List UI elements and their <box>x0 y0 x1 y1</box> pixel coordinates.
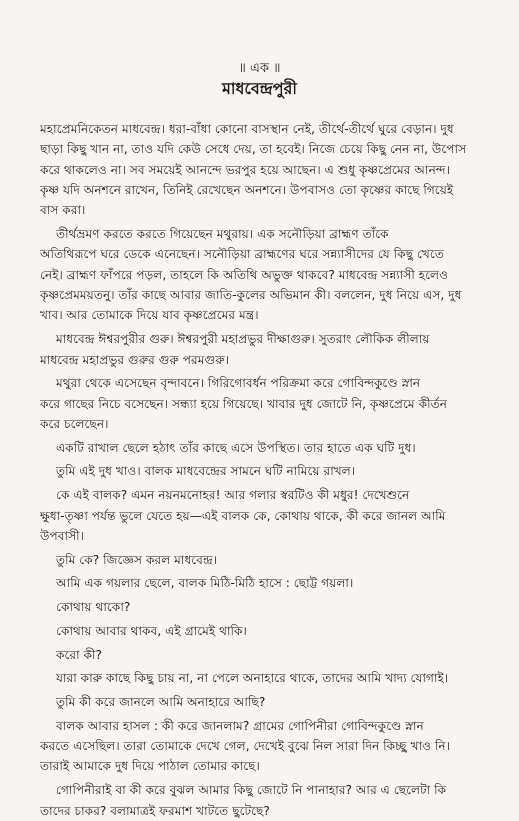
paragraph <box>40 573 480 593</box>
text-line: ক্ষুধা-তৃষ্ণা পর্যন্ত ভুলে যেতে হয়—এই বালক কে, কোথায় থাকে, কী করে জানল আমি <box>40 508 446 523</box>
paragraph <box>40 780 480 821</box>
text-line: বালক আবার হাসল : কী করে জানলাম? গ্রামের গোপিনীরা গোবিন্দকুণ্ডে স্নান <box>56 718 424 733</box>
text-line: কৃষ্ণপ্রেমময়তনু। তাঁর কাছে আবার জাতি-কুলের অভিমান কী। বললেন, দুধ নিয়ে এস, দুধ <box>40 288 462 303</box>
text-line: বাস করা। <box>40 203 86 218</box>
text-line: করে গাছের নিচে বসেছেন। সন্ধ্যা হয়ে গিয়েছে। খাবার দুধ জোটে নি, কৃষ্ণপ্রেমে কীর্তন <box>40 396 447 411</box>
paragraph <box>40 224 480 326</box>
text-line: করে চলেছেন। <box>40 416 109 431</box>
paragraph <box>40 621 480 641</box>
text-line: তুমি কী করে জানলে আমি অনাহারে আছি? <box>56 695 266 710</box>
text-line: ছাড়া কিছু খান না, তাও যদি কেউ সেধে দেয়, তা হবেই। নিজে চেয়ে কিছু নেন না, উপোস <box>40 142 467 157</box>
text-line: মাধবেন্দ্র মহাপ্রভুর গুরুর গুরু পরমগুরু। <box>40 352 230 367</box>
paragraph <box>40 645 480 665</box>
paragraph <box>40 119 480 221</box>
text-line: গোপিনীরাই বা কী করে বুঝল আমার কিছু জোটে নি পানাহার? আর এ ছেলেটা কি <box>56 783 447 798</box>
text-line: অতিথিরূপে ঘরে ডেকে এনেছেন। সনৌড়িয়া ব্রাহ্মণের ঘরে সন্ন্যাসীদের যে কিছু খেতে <box>40 247 444 262</box>
text-line: কোথায় থাকো? <box>56 600 131 615</box>
text-line: কে এই বালক? এমন নয়নমনোহর! আর গলার স্বরটিও কী মধুর! দেখেশুনে <box>56 488 410 503</box>
text-line: যারা কারু কাছে কিছু চায় না, না পেলে অনাহারে থাকে, তাদের আমি খাদ্য যোগাই। <box>56 671 449 686</box>
text-line: মথুরা থেকে এসেছেন বৃন্দাবনে। গিরিগোবর্ধন পরিক্রমা করে গোবিন্দকুণ্ডে স্নান <box>56 376 421 391</box>
paragraph <box>40 373 480 434</box>
chapter-title: মাধবেন্দ্রপুরী <box>221 79 297 98</box>
text-line: উপবাসী। <box>40 528 84 543</box>
paragraph <box>40 597 480 617</box>
text-line: কোথায় আবার থাকব, এই গ্রামেই থাকি। <box>56 623 247 638</box>
paragraph <box>40 438 480 458</box>
paragraph <box>40 461 480 481</box>
chapter-body <box>40 119 480 821</box>
text-line: কৃষ্ণ যদি অনশনে রাখেন, তিনিই রেখেছেন অনশনে। উপবাসও তো কৃষ্ণের কাছে গিয়েই <box>40 183 454 198</box>
text-line: তারাই আমাকে দুধ দিয়ে পাঠাল তোমার কাছে। <box>40 759 260 774</box>
paragraph <box>40 716 480 777</box>
text-line: আমি এক গয়লার ছেলে, বালক মিঠি-মিঠি হাসে : ছোট্ট গয়লা। <box>56 576 354 591</box>
text-line: খাব। আর তোমাকে দিয়ে যাব কৃষ্ণপ্রেমের মন্ত্র। <box>40 308 259 323</box>
text-line: করতে এসেছিল। তারা তোমাকে দেখে গেল, দেখেই বুঝে নিল সারা দিন কিচ্ছু খাও নি। <box>40 739 451 754</box>
text-line: একটি রাখাল ছেলে হঠাৎ তাঁর কাছে এসে উপস্থিত। তার হাতে এক ঘটি দুধ। <box>56 440 416 455</box>
text-line: নেই। ব্রাহ্মণ ফাঁপরে পড়ল, তাহলে কি অতিথি অভুক্ত থাকবে? মাধবেন্দ্র সন্ন্যাসী হলেও <box>40 267 449 282</box>
text-line: করো কী? <box>56 647 103 662</box>
paragraph <box>40 550 480 570</box>
text-line: তীর্থভ্রমণ করতে করতে গিয়েছেন মথুরায়। এক সনৌড়িয়া ব্রাহ্মণ তাঁকে <box>56 227 389 242</box>
paragraph <box>40 668 480 688</box>
text-line: মহাপ্রেমনিকেতন মাধবেন্দ্র। ধরা-বাঁধা কোনো বাসস্থান নেই, তীর্থে-তীর্থে ঘুরে বেড়ান। দুধ <box>40 122 454 136</box>
paragraph <box>40 485 480 546</box>
text-line: মাধবেন্দ্র ঈশ্বরপুরীর গুরু। ঈশ্বরপুরী মহাপ্রভুর দীক্ষাগুরু। সুতরাং লৌকিক লীলায় <box>56 332 430 347</box>
text-line: করে থাকলেও না। সব সময়েই আনন্দে ভরপুর হয়ে আছেন। এ শুধু কৃষ্ণপ্রেমের আনন্দ। <box>40 162 450 177</box>
paragraph <box>40 329 480 370</box>
text-line: তুমি কে? জিজ্ঞেস করল মাধবেন্দ্র। <box>56 552 218 567</box>
chapter-number: ॥ এক ॥ <box>238 61 281 76</box>
text-line: তুমি এই দুধ খাও। বালক মাধবেন্দ্রের সামনে ঘটি নামিয়ে রাখল। <box>56 464 356 479</box>
text-line: তাদের চাকর? বলামাত্রই ফরমাশ খাটতে ছুটেছে? <box>40 803 270 818</box>
paragraph <box>40 692 480 712</box>
